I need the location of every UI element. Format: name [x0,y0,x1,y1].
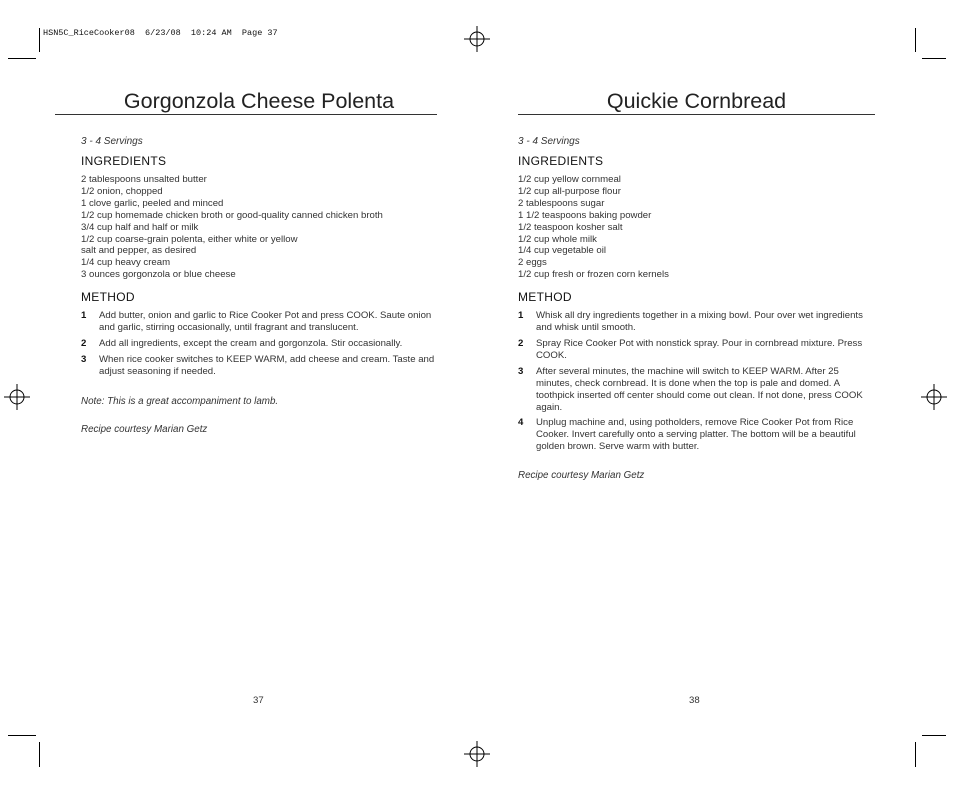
crop-mark [922,735,946,736]
method-steps [518,310,875,453]
ingredient: 1/2 cup coarse-grain polenta, either white or yellow [81,233,298,245]
servings: 3 - 4 Servings [518,136,580,147]
ingredient: 1/2 cup homemade chicken broth or good-quality canned chicken broth [81,209,383,221]
ingredient: 1/4 cup vegetable oil [518,245,607,257]
crop-mark [39,28,40,52]
step-text: When rice cooker switches to KEEP WARM, add cheese and cream. Taste and adjust seasoning if needed. [99,353,435,377]
method-step [81,354,437,378]
step-text: Unplug machine and, using potholders, remove Rice Cooker Pot from Rice Cooker. Invert carefully onto a serving platter. The bottom will be a beautiful golden brown. Serve warm with butter. [536,417,856,453]
method-step [518,338,875,362]
method-steps [81,310,437,378]
ingredient: 1/2 cup whole milk [518,233,597,245]
step-text: Add butter, onion and garlic to Rice Cooker Pot and press COOK. Saute onion and garlic, stirring occasionally, until fragrant and translucent. [99,310,432,334]
ingredient: 1/2 onion, chopped [81,185,163,197]
step-text: Spray Rice Cooker Pot with nonstick spray. Pour in cornbread mixture. Press COOK. [536,337,863,361]
method-step [518,417,875,453]
ingredient: 1/2 teaspoon kosher salt [518,221,623,233]
step-text: After several minutes, the machine will switch to KEEP WARM. After 25 minutes, check cornbread. It is done when the top is pale and domed. A toothpick inserted off center should come out clean. If not done, press COOK again. [536,365,863,413]
method-step [518,366,875,414]
step-number: 1 [81,310,87,322]
crop-mark [8,735,36,736]
page-number-left: 37 [253,695,264,706]
step-text: Add all ingredients, except the cream and gorgonzola. Stir occasionally. [99,337,403,349]
ingredients-list [518,174,875,281]
method-step [518,310,875,334]
step-number: 3 [518,365,524,377]
crop-mark [39,742,40,767]
ingredient: salt and pepper, as desired [81,245,197,257]
ingredient: 3/4 cup half and half or milk [81,221,199,233]
recipe-page-left [81,88,437,435]
step-number: 2 [81,337,87,349]
registration-mark-top [464,26,490,52]
ingredients-heading: INGREDIENTS [81,154,167,168]
ingredient: 3 ounces gorgonzola or blue cheese [81,269,236,281]
ingredient: 1 1/2 teaspoons baking powder [518,209,652,221]
servings: 3 - 4 Servings [81,136,143,147]
step-number: 4 [518,417,524,429]
registration-mark-bottom [464,741,490,767]
ingredient: 1/2 cup fresh or frozen corn kernels [518,269,669,281]
registration-mark-left [4,384,30,410]
step-number: 3 [81,353,87,365]
crop-mark [915,742,916,767]
page-number-right: 38 [689,695,700,706]
ingredient: 2 eggs [518,257,547,269]
method-step [81,338,437,350]
ingredient: 1/4 cup heavy cream [81,257,171,269]
ingredient: 1 clove garlic, peeled and minced [81,197,224,209]
step-text: Whisk all dry ingredients together in a mixing bowl. Pour over wet ingredients and whisk until smooth. [536,310,863,334]
crop-mark [8,58,36,59]
crop-mark [922,58,946,59]
ingredient: 1/2 cup all-purpose flour [518,185,621,197]
recipe-credit: Recipe courtesy Marian Getz [518,470,645,482]
method-heading: METHOD [518,290,572,305]
ingredient: 2 tablespoons sugar [518,197,605,209]
registration-mark-right [921,384,947,410]
step-number: 2 [518,337,524,349]
recipe-title: Gorgonzola Cheese Polenta [55,88,437,115]
recipe-title: Quickie Cornbread [518,88,875,115]
ingredient: 1/2 cup yellow cornmeal [518,174,621,185]
print-slug: HSN5C_RiceCooker08 6/23/08 10:24 AM Page 37 [43,28,278,38]
recipe-credit: Recipe courtesy Marian Getz [81,423,208,435]
ingredients-list [81,174,437,281]
recipe-page-right [518,88,875,481]
method-heading: METHOD [81,290,135,305]
crop-mark [915,28,916,52]
ingredient: 2 tablespoons unsalted butter [81,174,207,185]
recipe-note: Note: This is a great accompaniment to lamb. [81,395,279,407]
method-step [81,310,437,334]
step-number: 1 [518,310,524,322]
ingredients-heading: INGREDIENTS [518,154,604,168]
